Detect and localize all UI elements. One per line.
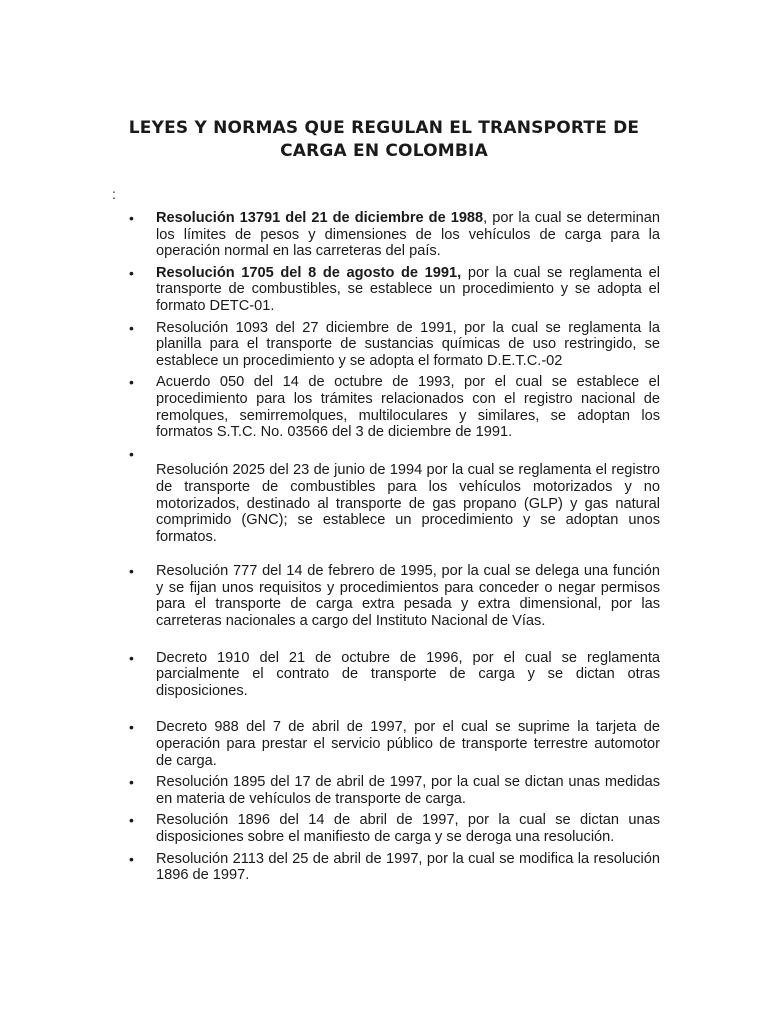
item-bold-text: Resolución 13791 del 21 de diciembre de 1988 [156, 210, 484, 226]
item-text: Decreto 1910 del 21 de octubre de 1996, por el cual se reglamenta parcialmente el contrato de transporte de carga y se dictan otras disposiciones. [156, 649, 660, 699]
list-item [124, 265, 660, 315]
document-title: LEYES Y NORMAS QUE REGULAN EL TRANSPORTE DE CARGA EN COLOMBIA [128, 118, 640, 161]
item-text: Resolución 2113 del 25 de abril de 1997, por la cual se modifica la resolución 1896 de 1997. [156, 850, 660, 884]
list-item [124, 446, 660, 546]
bullet-icon: • [129, 319, 134, 336]
bullet-icon: • [129, 563, 134, 580]
bullet-icon: • [129, 850, 134, 867]
bullet-icon: • [129, 812, 134, 829]
blank-line [156, 446, 660, 463]
list-item [124, 851, 660, 884]
item-text: Resolución 777 del 14 de febrero de 1995, por la cual se delega una función y se fijan unos requisitos y procedimientos para conceder o negar permisos para el transporte de carga extra pesada y extra dimensional, por las carreteras nacionales a cargo del Instituto Nacional de Vías. [156, 563, 660, 630]
colon-mark: : [112, 186, 116, 202]
list-item [124, 774, 660, 807]
item-text: Decreto 988 del 7 de abril de 1997, por el cual se suprime la tarjeta de operación para prestar el servicio público de transporte terrestre automotor de carga. [156, 719, 660, 769]
bullet-icon: • [129, 649, 134, 666]
bullet-icon: • [129, 374, 134, 391]
item-text: Acuerdo 050 del 14 de octubre de 1993, por el cual se establece el procedimiento para los trámites relacionados con el registro nacional de remolques, semirremolques, multiloculares y similares, se adoptan los formatos S.T.C. No. 03566 del 3 de diciembre de 1991. [156, 374, 660, 441]
list-item [124, 374, 660, 440]
list-item [124, 812, 660, 845]
bullet-icon: • [129, 774, 134, 791]
bullet-icon: • [129, 264, 134, 281]
bullet-icon: • [129, 445, 134, 462]
list-item [124, 320, 660, 370]
list-item [124, 650, 660, 700]
item-bold-text: Resolución 1705 del 8 de agosto de 1991, [156, 264, 462, 281]
item-text: por la cual se reglamenta el transporte de combustibles, se establece un procedimiento y se adopta el formato DETC-01. [156, 264, 660, 314]
list-item [124, 210, 660, 260]
item-text: , por la cual se determinan los límites de pesos y dimensiones de los vehículos de carga para la operación normal en las carreteras del país. [156, 210, 660, 260]
list-item [124, 719, 660, 769]
list-item [124, 563, 660, 629]
item-text: Resolución 1895 del 17 de abril de 1997, por la cual se dictan unas medidas en materia de vehículos de transporte de carga. [156, 774, 660, 807]
regulation-list [124, 210, 660, 884]
item-text: Resolución 2025 del 23 de junio de 1994 por la cual se reglamenta el registro de transporte de combustibles para los vehículos motorizados y no motorizados, destinado al transporte de gas propano (GLP) y gas natural comprimido (GNC); se establece un procedimiento y se adoptan unos formatos. [156, 462, 660, 545]
item-text: Resolución 1896 del 14 de abril de 1997, por la cual se dictan unas disposiciones sobre el manifiesto de carga y se deroga una resolución. [156, 812, 660, 845]
bullet-icon: • [129, 719, 134, 736]
item-text: Resolución 1093 del 27 diciembre de 1991, por la cual se reglamenta la planilla para el transporte de sustancias químicas de uso restringido, se establece un procedimiento y se adopta el formato D.E.T.C.-02 [156, 319, 660, 369]
bullet-icon: • [129, 210, 134, 226]
